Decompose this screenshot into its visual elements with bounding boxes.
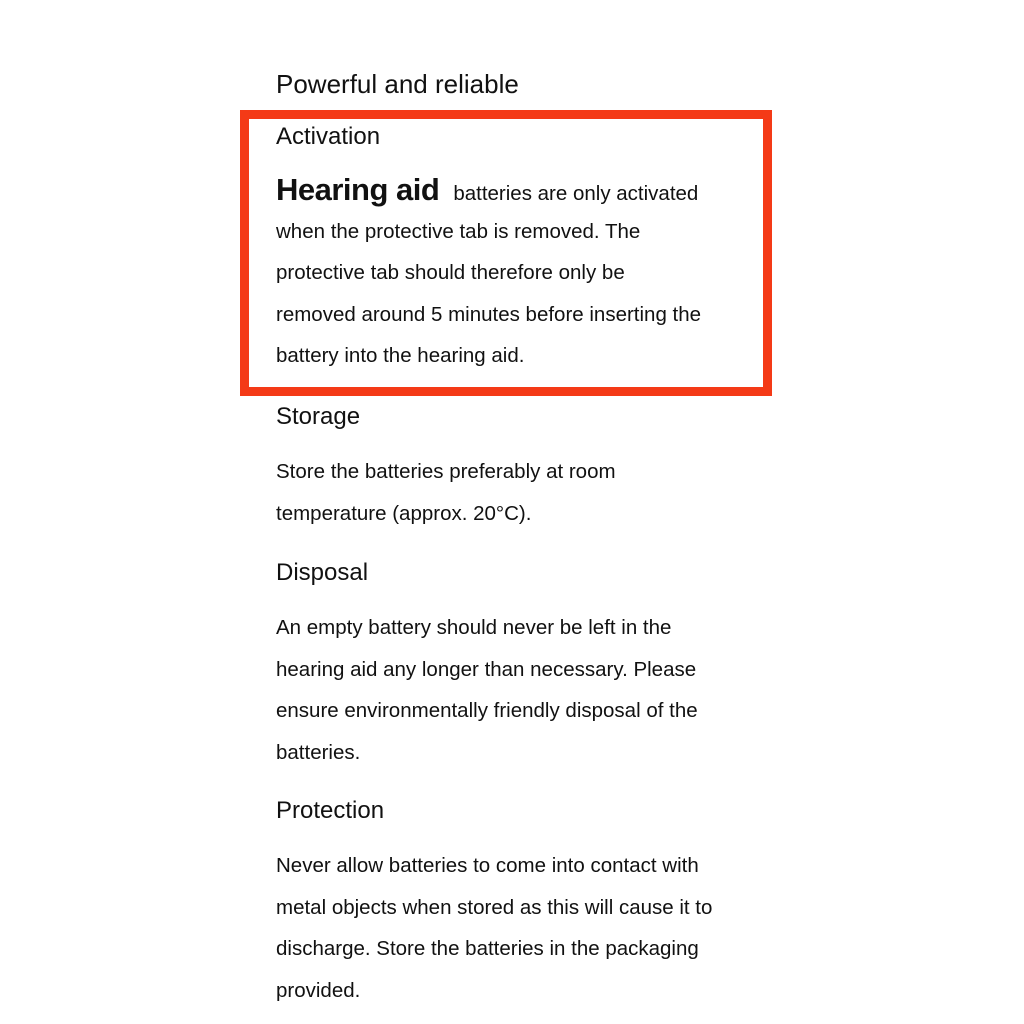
- text-line: provided.: [276, 978, 361, 1002]
- text-line: metal objects when stored as this will cause it to: [276, 895, 713, 919]
- section-body-protection: [276, 845, 712, 1011]
- lead-text: Hearing aid: [276, 172, 440, 207]
- text-line: temperature (approx. 20°C).: [276, 501, 532, 525]
- section-body-disposal: [276, 607, 698, 773]
- text-line: when the protective tab is removed. The: [276, 219, 641, 243]
- text-segment: batteries are only activated: [453, 182, 699, 205]
- text-line: battery into the hearing aid.: [276, 344, 525, 367]
- section-body-activation: [276, 169, 701, 377]
- section-heading-protection: Protection: [276, 797, 385, 824]
- text-line: hearing aid any longer than necessary. Please: [276, 657, 697, 681]
- text-line: Never allow batteries to come into contact with: [276, 854, 699, 877]
- section-heading-activation: Activation: [276, 123, 381, 150]
- section-heading-disposal: Disposal: [276, 559, 369, 586]
- text-line: [276, 169, 701, 211]
- text-line: ensure environmentally friendly disposal of the: [276, 699, 698, 722]
- text-line: Store the batteries preferably at room: [276, 460, 616, 483]
- text-line: batteries.: [276, 740, 361, 764]
- text-line: An empty battery should never be left in the: [276, 616, 672, 639]
- text-line: protective tab should therefore only be: [276, 261, 625, 284]
- text-line: removed around 5 minutes before inserting the: [276, 302, 702, 326]
- text-line: discharge. Store the batteries in the packaging: [276, 937, 699, 960]
- section-heading-storage: Storage: [276, 403, 361, 430]
- section-body-storage: [276, 451, 616, 534]
- page-title: Powerful and reliable: [276, 69, 519, 99]
